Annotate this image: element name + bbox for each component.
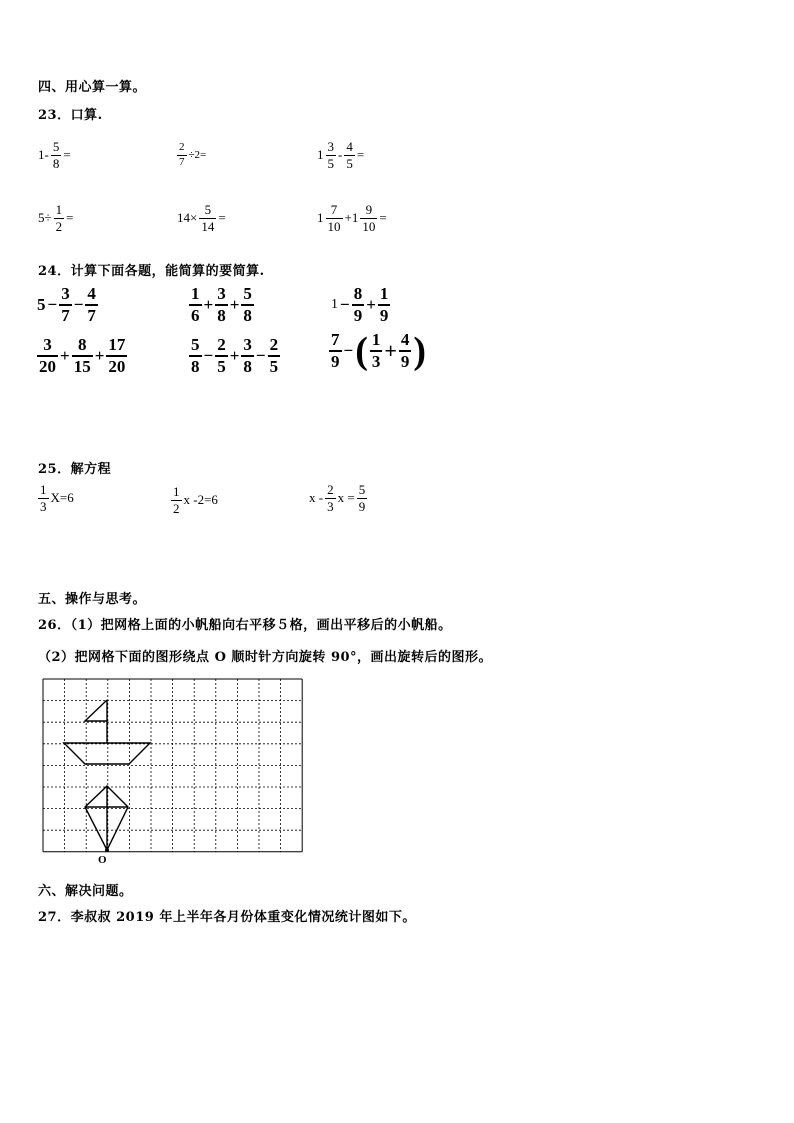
q23-item-5: 14× $\frac{5}{14}$ =	[177, 202, 226, 234]
question-26-part-2: （2）把网格下面的图形绕点 O 顺时针方向旋转 90°，画出旋转后的图形。	[38, 650, 493, 665]
q25-equation-1: $\frac{1}{3}$ X=6	[40, 482, 74, 514]
grid-figure	[42, 678, 304, 882]
point-o-label: O	[98, 854, 107, 866]
q24-item-2: $\frac{1}{6}$ + $\frac{3}{8}$ + $\frac{5}{8}$	[191, 284, 252, 325]
question-25-title: 25．解方程	[38, 462, 112, 477]
q23-item-6: 1 $\frac{7}{10}$ +1 $\frac{9}{10}$ =	[317, 202, 387, 234]
question-24-title: 24．计算下面各题，能简算的要简算.	[38, 264, 265, 279]
section-5-heading: 五、操作与思考。	[38, 592, 147, 607]
q25-equation-2: $\frac{1}{2}$ x -2=6	[173, 484, 218, 516]
section-6-heading: 六、解决问题。	[38, 884, 133, 899]
sailboat-hull	[64, 743, 150, 764]
question-27-text: 27．李叔叔 2019 年上半年各月份体重变化情况统计图如下。	[38, 910, 416, 925]
sailboat-sail	[85, 700, 107, 721]
sailboat-figure	[64, 700, 150, 764]
point-o	[105, 848, 109, 852]
kite-figure	[85, 786, 128, 850]
q24-item-1: 5 − $\frac{3}{7}$ − $\frac{4}{7}$	[37, 284, 96, 325]
q24-item-3: 1 − $\frac{8}{9}$ + $\frac{1}{9}$	[331, 284, 389, 325]
q23-item-3: 1 $\frac{3}{5}$ - $\frac{4}{5}$ =	[317, 139, 365, 171]
q24-item-6: $\frac{7}{9}$ − ( $\frac{1}{3}$ + $\frac{4}{9}$ )	[331, 329, 427, 372]
q24-item-5: $\frac{5}{8}$ − $\frac{2}{5}$ + $\frac{3}{8}$ − $\frac{2}{5}$	[191, 335, 279, 376]
q24-item-4: $\frac{3}{20}$ + $\frac{8}{15}$ + $\frac{17}{20}$	[39, 335, 126, 376]
grid-svg	[42, 678, 304, 878]
q23-item-2: $\frac{2}{7}$ ÷2=	[179, 141, 207, 168]
q23-item-1: 1- $\frac{5}{8}$ =	[38, 139, 71, 171]
q25-equation-3: x - $\frac{2}{3}$ x = $\frac{5}{9}$	[309, 482, 366, 514]
section-4-heading: 四、用心算一算。	[38, 80, 147, 95]
grid-lines	[43, 679, 302, 852]
question-26-part-1: 26．（1）把网格上面的小帆船向右平移５格，画出平移后的小帆船。	[38, 618, 452, 633]
question-23-title: 23．口算.	[38, 108, 103, 123]
q23-item-4: 5÷ $\frac{1}{2}$ =	[38, 202, 74, 234]
